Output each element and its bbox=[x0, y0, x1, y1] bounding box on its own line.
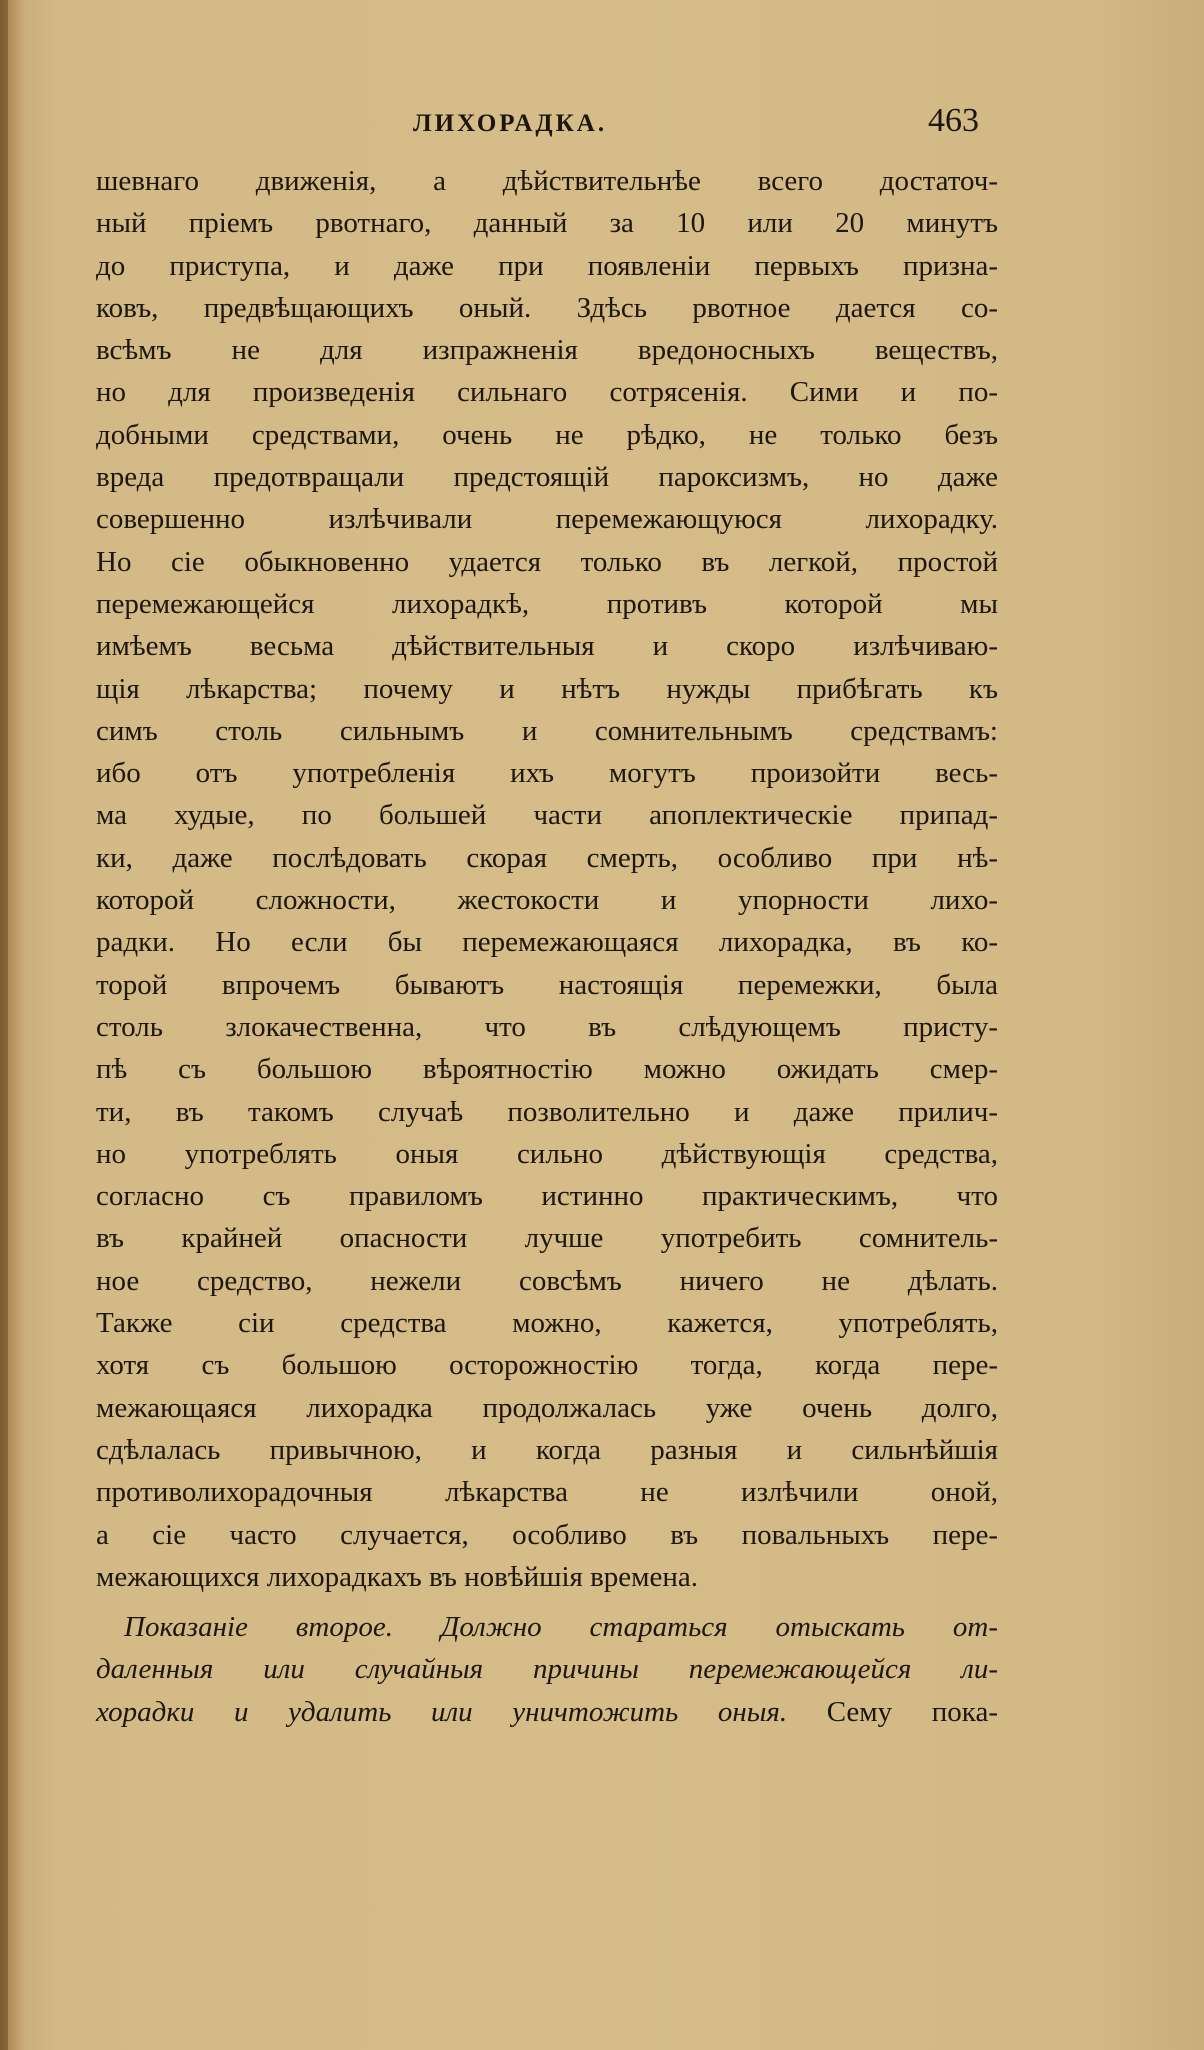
text-line: а сіе часто случается, особливо въ повальныхъ пере- bbox=[96, 1518, 998, 1551]
text-line: радки. Но если бы перемежающаяся лихорадка, въ ко- bbox=[96, 926, 998, 959]
text-line: имѣемъ весьма дѣйствительныя и скоро излѣчиваю- bbox=[96, 630, 998, 663]
page-gutter-shadow bbox=[0, 0, 8, 2050]
text-line: столь злокачественна, что въ слѣдующемъ присту- bbox=[96, 1010, 998, 1043]
running-title: ЛИХОРАДКА. bbox=[413, 110, 608, 137]
body-text bbox=[96, 160, 998, 1733]
indication-plain-fragment: Сему пока- bbox=[787, 1695, 998, 1728]
text-line: вреда предотвращали предстоящій пароксизмъ, но даже bbox=[96, 461, 998, 494]
text-line: торой впрочемъ бываютъ настоящія перемежки, была bbox=[96, 968, 998, 1001]
indication-heading-line: Показаніе второе. Должно стараться отыскать от- bbox=[124, 1611, 998, 1644]
indication-italic-fragment: хорадки и удалить или уничтожить оныя. bbox=[96, 1695, 788, 1728]
text-line: хотя съ большою осторожностію тогда, когда пере- bbox=[96, 1349, 998, 1382]
text-line: но для произведенія сильнаго сотрясенія. Сими и по- bbox=[96, 376, 998, 409]
text-line: противолихорадочныя лѣкарства не излѣчили оной, bbox=[96, 1476, 998, 1509]
page-header bbox=[0, 100, 1204, 140]
text-line: въ крайней опасности лучше употребить сомнитель- bbox=[96, 1222, 998, 1255]
text-line: Но сіе обыкновенно удается только въ легкой, простой bbox=[96, 545, 998, 578]
text-line: ное средство, нежели совсѣмъ ничего не дѣлать. bbox=[96, 1264, 998, 1297]
text-line: сдѣлалась привычною, и когда разныя и сильнѣйшія bbox=[96, 1433, 998, 1466]
text-line: которой сложности, жестокости и упорности лихо- bbox=[96, 884, 998, 917]
text-line: всѣмъ не для изпражненія вредоносныхъ веществъ, bbox=[96, 334, 998, 367]
indication-text-line bbox=[96, 1691, 998, 1733]
text-line: ти, въ такомъ случаѣ позволительно и даже прилич- bbox=[96, 1095, 998, 1128]
text-line: симъ столь сильнымъ и сомнительнымъ средствамъ: bbox=[96, 714, 998, 747]
page-number: 463 bbox=[928, 102, 979, 139]
text-line: шевнаго движенія, а дѣйствительнѣе всего достаточ- bbox=[96, 165, 998, 197]
text-line: до приступа, и даже при появленіи первыхъ призна- bbox=[96, 249, 998, 282]
text-line: Также сіи средства можно, кажется, употреблять, bbox=[96, 1307, 998, 1340]
text-line: перемежающейся лихорадкѣ, противъ которой мы bbox=[96, 587, 998, 620]
text-line: но употреблять оныя сильно дѣйствующія средства, bbox=[96, 1137, 998, 1170]
text-line: межающихся лихорадкахъ въ новѣйшія времена. bbox=[96, 1560, 699, 1593]
text-line: ма худые, по большей части апоплектическіе припад- bbox=[96, 799, 998, 832]
text-line: ковъ, предвѣщающихъ оный. Здѣсь рвотное дается со- bbox=[96, 291, 998, 324]
indication-text-line: даленныя или случайныя причины перемежающейся ли- bbox=[96, 1653, 998, 1686]
text-line: ки, даже послѣдовать скорая смерть, особливо при нѣ- bbox=[96, 841, 998, 874]
text-line: ный пріемъ рвотнаго, данный за 10 или 20 минутъ bbox=[96, 207, 998, 240]
text-line: добными средствами, очень не рѣдко, не только безъ bbox=[96, 418, 998, 451]
text-line: согласно съ правиломъ истинно практическимъ, что bbox=[96, 1180, 998, 1213]
text-line: пѣ съ большою вѣроятностію можно ожидать смер- bbox=[96, 1053, 998, 1086]
text-line: щія лѣкарства; почему и нѣтъ нужды прибѣгать къ bbox=[96, 672, 998, 705]
text-line: ибо отъ употребленія ихъ могутъ произойти весь- bbox=[96, 757, 998, 790]
text-line: межающаяся лихорадка продолжалась уже очень долго, bbox=[96, 1391, 998, 1424]
text-line: совершенно излѣчивали перемежающуюся лихорадку. bbox=[96, 503, 998, 536]
